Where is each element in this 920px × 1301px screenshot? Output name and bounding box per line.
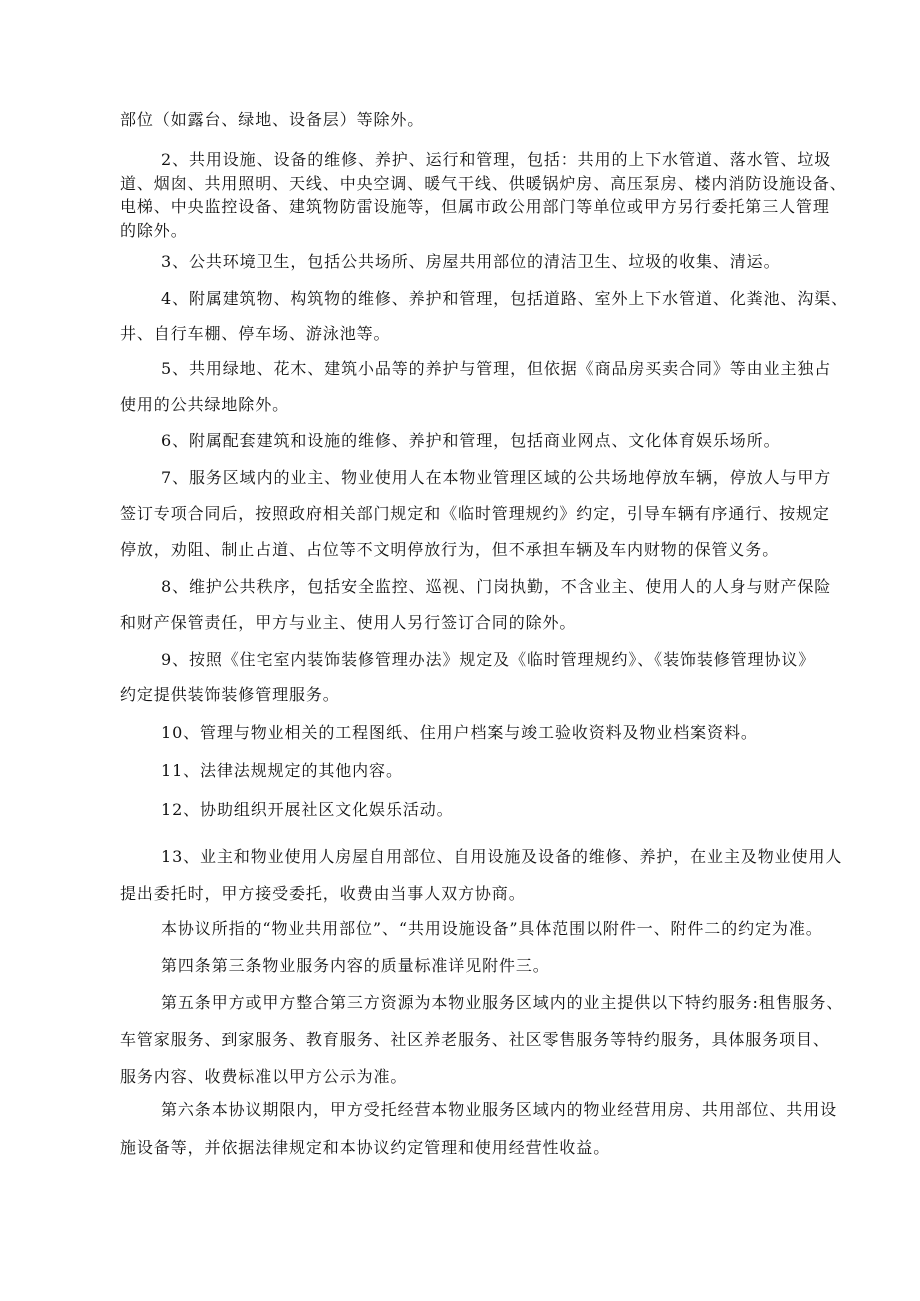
article-5-special-services [120, 984, 870, 1095]
clause-10-archives [120, 715, 870, 751]
text-line: 2、共用设施、设备的维修、养护、运行和管理，包括：共用的上下水管道、落水管、垃圾 [161, 150, 832, 169]
text-line: 提出委托时，甲方接受委托，收费由当事人双方协商。 [120, 884, 526, 903]
text-line: 使用的公共绿地除外。 [120, 395, 290, 414]
clause-7-parking [120, 460, 870, 568]
text-line: 约定提供装饰装修管理服务。 [120, 685, 340, 704]
article-4-quality-standard [120, 948, 870, 984]
text-line: 停放，劝阻、制止占道、占位等不文明停放行为，但不承担车辆及车内财物的保管义务。 [120, 540, 780, 559]
text-line: 3、公共环境卫生，包括公共场所、房屋共用部位的清洁卫生、垃圾的收集、清运。 [161, 252, 781, 271]
article-6-operating-income [120, 1091, 870, 1167]
text-line: 井、自行车棚、停车场、游泳池等。 [120, 324, 391, 343]
text-line: 部位（如露台、绿地、设备层）等除外。 [120, 110, 425, 129]
scope-definition-paragraph [120, 911, 870, 947]
text-line: 11、法律法规规定的其他内容。 [161, 761, 403, 780]
text-line: 和财产保管责任，甲方与业主、使用人另行签订合同的除外。 [120, 613, 577, 632]
clause-2-shared-facilities [120, 148, 870, 242]
text-line: 9、按照《住宅室内装饰装修管理办法》规定及《临时管理规约》、《装饰装修管理协议》 [161, 650, 816, 669]
clause-3-environment-hygiene [120, 244, 870, 280]
clause-5-green-areas [120, 351, 870, 423]
text-line: 第五条甲方或甲方整合第三方资源为本物业服务区域内的业主提供以下特约服务:租售服务、 [161, 993, 844, 1012]
clause-9-decoration-management [120, 642, 870, 712]
text-line: 签订专项合同后，按照政府相关部门规定和《临时管理规约》约定，引导车辆有序通行、按规定 [120, 504, 830, 523]
text-line: 服务内容、收费标准以甲方公示为准。 [120, 1067, 408, 1086]
text-line: 第四条第三条物业服务内容的质量标准详见附件三。 [161, 956, 550, 975]
text-line: 7、服务区域内的业主、物业使用人在本物业管理区域的公共场地停放车辆，停放人与甲方 [161, 468, 832, 487]
text-line: 的除外。 [120, 220, 188, 240]
clause-11-other-content [120, 753, 870, 789]
clause-4-ancillary-buildings [120, 281, 870, 351]
text-line: 第六条本协议期限内，甲方受托经营本物业服务区域内的物业经营用房、共用部位、共用设 [161, 1100, 838, 1119]
paragraph-continuation [120, 102, 870, 138]
text-line: 5、共用绿地、花木、建筑小品等的养护与管理，但依据《商品房买卖合同》等由业主独占 [161, 359, 832, 378]
clause-6-supporting-facilities [120, 423, 870, 459]
clause-8-public-order [120, 569, 870, 641]
text-line: 13、业主和物业使用人房屋自用部位、自用设施及设备的维修、养护，在业主及物业使用人 [161, 847, 843, 866]
text-line: 车管家服务、到家服务、教育服务、社区养老服务、社区零售服务等特约服务，具体服务项目、 [120, 1030, 830, 1049]
text-line: 10、管理与物业相关的工程图纸、住用户档案与竣工验收资料及物业档案资料。 [161, 723, 758, 742]
text-line: 4、附属建筑物、构筑物的维修、养护和管理，包括道路、室外上下水管道、化粪池、沟渠、 [161, 289, 849, 308]
clause-12-community-activities [120, 792, 870, 828]
text-line: 12、协助组织开展社区文化娱乐活动。 [161, 800, 454, 819]
clause-13-owner-repairs [120, 838, 870, 912]
text-line: 施设备等，并依据法律规定和本协议约定管理和使用经营性收益。 [120, 1138, 611, 1157]
text-line: 道、烟囱、共用照明、天线、中央空调、暖气干线、供暖锅炉房、高压泵房、楼内消防设施设备、 [120, 173, 847, 193]
text-line: 本协议所指的“物业共用部位”、“共用设施设备”具体范围以附件一、附件二的约定为准。 [161, 919, 823, 938]
text-line: 8、维护公共秩序，包括安全监控、巡视、门岗执勤，不含业主、使用人的人身与财产保险 [161, 577, 832, 596]
text-line: 电梯、中央监控设备、建筑物防雷设施等，但属市政公用部门等单位或甲方另行委托第三人管理 [120, 197, 830, 216]
text-line: 6、附属配套建筑和设施的维修、养护和管理，包括商业网点、文化体育娱乐场所。 [161, 431, 781, 450]
